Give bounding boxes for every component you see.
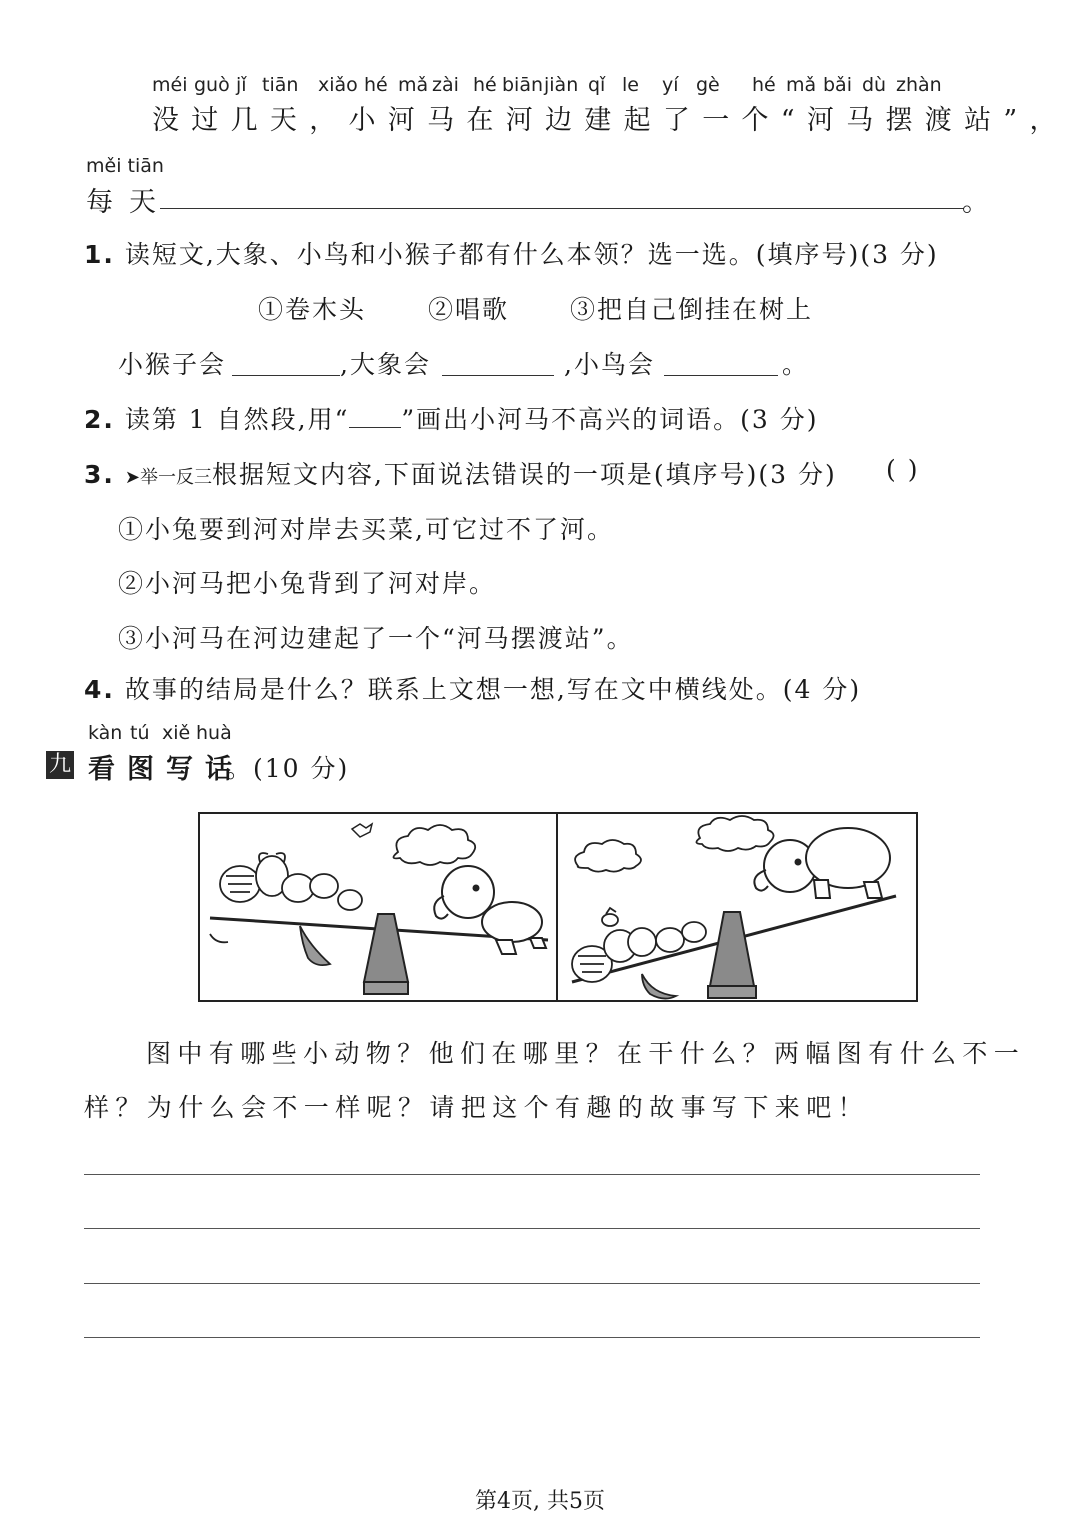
- seesaw-base: [708, 986, 756, 998]
- elephant-icon: [754, 828, 890, 898]
- q3-answer-bracket[interactable]: ( ): [886, 455, 920, 484]
- passage-line2-text: 每天: [86, 187, 172, 218]
- page-number: 第4页, 共5页: [475, 1489, 605, 1514]
- elephant-icon: [434, 866, 546, 954]
- section9-pinyin: [0, 722, 400, 746]
- pinyin: le: [622, 74, 639, 96]
- q1-fill-end: 。: [782, 350, 810, 379]
- q1-blank-monkey[interactable]: [232, 375, 340, 376]
- pinyin: gè: [696, 74, 720, 96]
- pinyin: tú: [130, 722, 150, 744]
- pinyin: huà: [196, 722, 232, 744]
- pinyin: jǐ: [236, 74, 247, 96]
- question-text: 故事的结局是什么？联系上文想一想,写在文中横线处。(4 分): [124, 675, 862, 704]
- section9-prompt-line1: 图中有哪些小动物？他们在哪里？在干什么？两幅图有什么不一: [146, 1039, 1026, 1068]
- writing-line[interactable]: [84, 1228, 980, 1229]
- pinyin: qǐ: [588, 74, 606, 96]
- pinyin: kàn: [88, 722, 123, 744]
- pinyin: mǎ: [786, 74, 817, 96]
- bird-icon: [352, 824, 372, 837]
- section9-badge: 九: [46, 751, 74, 779]
- question-number: 3.: [84, 460, 115, 489]
- pinyin: xiǎo: [318, 74, 358, 96]
- pinyin: hé: [364, 74, 388, 96]
- pinyin: bǎi: [823, 74, 852, 96]
- q1-option-1: ①卷木头: [258, 295, 367, 324]
- question-2: [84, 400, 819, 436]
- pinyin: méi: [152, 74, 188, 96]
- question-text: 读第 1 自然段,用“: [124, 405, 350, 434]
- question-text: 根据短文内容,下面说法错误的一项是(填序号)(3 分): [211, 460, 837, 489]
- q1-option-2: ②唱歌: [428, 295, 510, 324]
- question-number: 1.: [84, 240, 115, 269]
- seesaw-base: [364, 982, 408, 994]
- q1-option-3: ③把自己倒挂在树上: [570, 295, 814, 324]
- q1-blank-elephant[interactable]: [442, 375, 554, 376]
- pinyin: tiān: [262, 74, 299, 96]
- question-number: 2.: [84, 405, 115, 434]
- question-4: [84, 670, 861, 706]
- pinyin: xiě: [162, 722, 191, 744]
- writing-line[interactable]: [84, 1283, 980, 1284]
- illustration-panel-2: [556, 812, 918, 1002]
- q1-fill-label-elephant: ,大象会: [340, 350, 431, 379]
- pinyin: guò: [194, 74, 230, 96]
- passage-answer-blank[interactable]: [160, 208, 964, 209]
- section9-prompt-line2: 样？为什么会不一样呢？请把这个有趣的故事写下来吧！: [84, 1093, 870, 1122]
- pinyin: hé: [473, 74, 497, 96]
- passage-line1-pinyin: [0, 74, 1080, 98]
- q3-option-1: ①小兔要到河对岸去买菜,可它过不了河。: [118, 515, 614, 544]
- q3-tag: ➤举一反三: [124, 467, 212, 488]
- seesaw-stand: [364, 914, 408, 982]
- pinyin: yí: [662, 74, 679, 96]
- pinyin: zhàn: [896, 74, 942, 96]
- pinyin: biān: [502, 74, 544, 96]
- q1-blank-bird[interactable]: [664, 375, 778, 376]
- illustration-panel-1: [198, 812, 558, 1002]
- seesaw-stand: [710, 912, 754, 986]
- cloud-icon: [393, 825, 475, 865]
- underline-sample: [349, 407, 401, 428]
- q3-option-2: ②小河马把小兔背到了河对岸。: [118, 569, 497, 598]
- writing-line[interactable]: [84, 1337, 980, 1338]
- writing-line[interactable]: [84, 1174, 980, 1175]
- section9-title: 看图写话: [88, 754, 244, 785]
- animal-group-icon: [210, 853, 362, 965]
- question-text: 读短文,大象、小鸟和小猴子都有什么本领？选一选。(填序号)(3 分): [124, 240, 939, 269]
- question-1: [84, 235, 939, 271]
- question-text-end: ”画出小河马不高兴的词语。(3 分): [401, 405, 819, 434]
- seesaw-elephant-down-illustration: [558, 814, 918, 1002]
- q1-fill-label-monkey: 小猴子会: [118, 350, 227, 379]
- passage-line2-end: 。: [962, 187, 1005, 218]
- passage-line1-text: 没过几天，小河马在河边建起了一个“河马摆渡站”，: [152, 105, 1069, 136]
- cloud-icon: [575, 816, 773, 872]
- passage-line2-pinyin: měi tiān: [86, 155, 164, 177]
- section9-score: 。(10 分): [226, 754, 350, 783]
- pinyin: zài: [432, 74, 459, 96]
- q1-fill-label-bird: ,小鸟会: [564, 350, 655, 379]
- pinyin: dù: [862, 74, 887, 96]
- seesaw-animals-down-illustration: [200, 814, 558, 1002]
- question-number: 4.: [84, 675, 115, 704]
- question-3: [84, 455, 837, 491]
- pinyin: jiàn: [544, 74, 579, 96]
- pinyin: mǎ: [398, 74, 429, 96]
- q3-option-3: ③小河马在河边建起了一个“河马摆渡站”。: [118, 624, 634, 653]
- pinyin: hé: [752, 74, 776, 96]
